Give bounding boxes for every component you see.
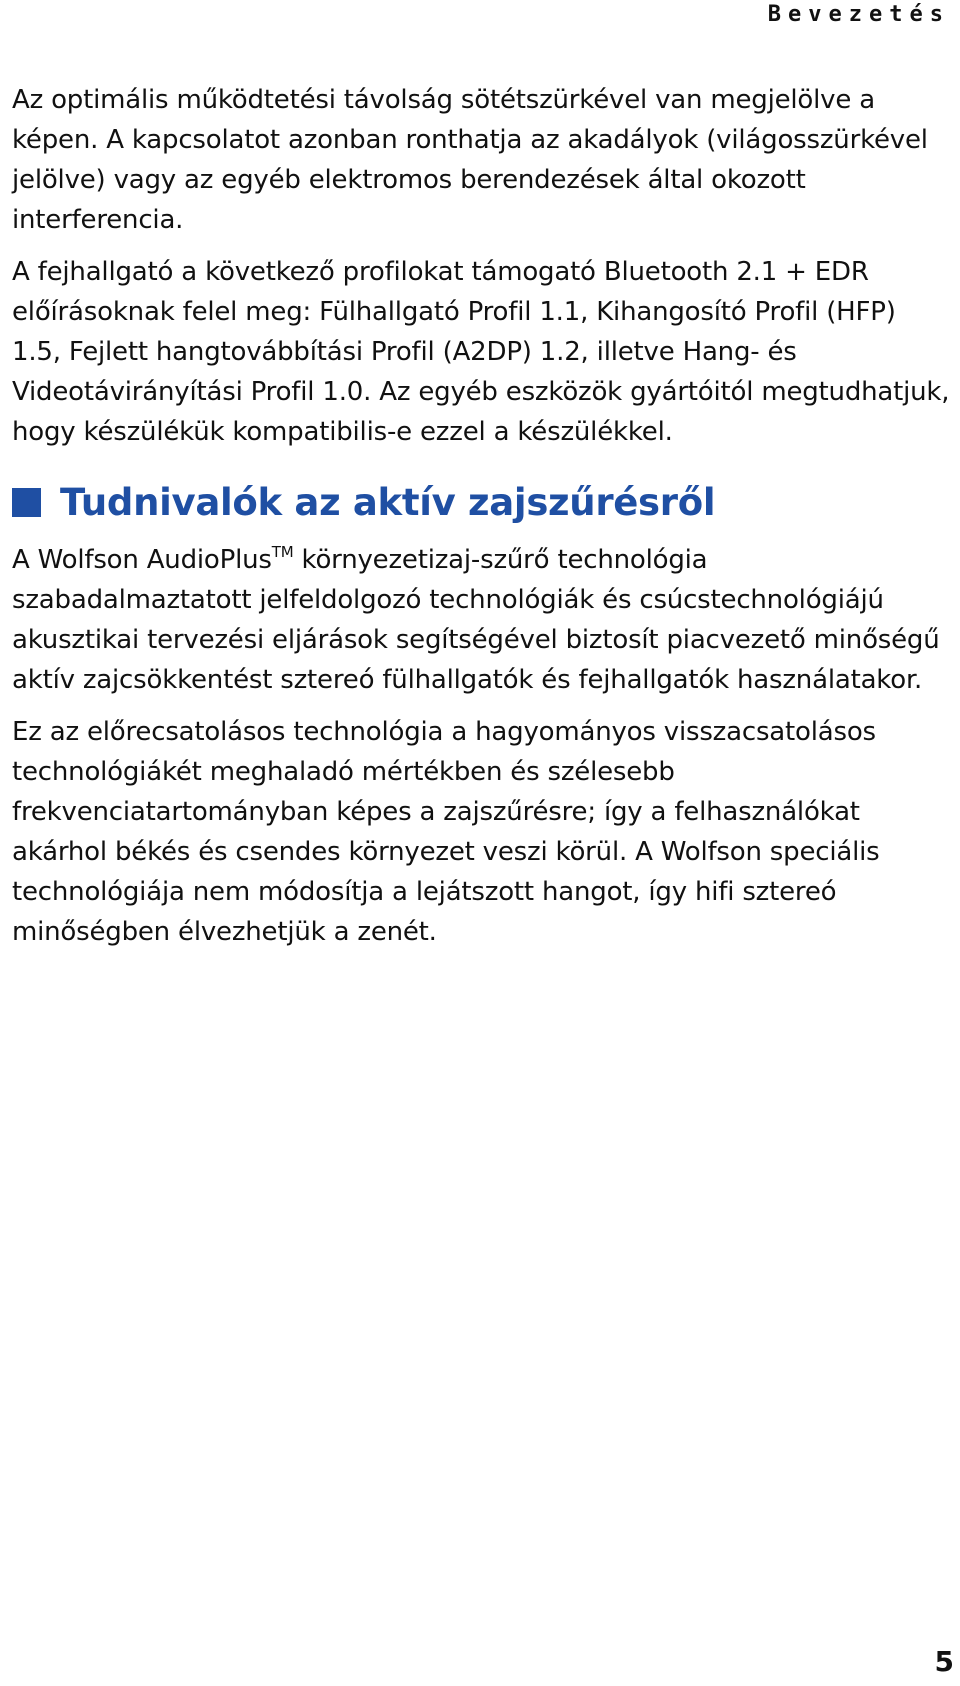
intro-paragraph-distance: Az optimális működtetési távolság sötétszürkével van megjelölve a képen. A kapcsolatot azonban ronthatja az akadályok (világosszürkével jelölve) vagy az egyéb elektromos berendezések által okozott interferencia. <box>12 85 928 235</box>
wolfson-paragraph <box>12 540 952 700</box>
running-header: Bevezetés <box>767 2 950 27</box>
intro-paragraph-profiles: A fejhallgató a következő profilokat támogató Bluetooth 2.1 + EDR előírásoknak felel meg: Fülhallgató Profil 1.1, Kihangosító Profil (HFP) 1.5, Fejlett hangtovábbítási Profil (A2DP) 1.2, illetve Hang- és Videotávirányítási Profil 1.0. Az egyéb eszközök gyártóitól megtudhatjuk, hogy készülékük kompatibilis-e ezzel a készülékkel. <box>12 257 950 447</box>
trademark-mark: TM <box>271 543 294 561</box>
section-heading <box>12 474 952 530</box>
wolfson-paragraph-end: környezetizaj-szűrő technológia szabadalmaztatott jelfeldolgozó technológiák és csúcstechnológiájú akusztikai tervezési eljárások segítségével biztosít piacvezető minőségű aktív zajcsökkentést sztereó fülhallgatók és fejhallgatók használatakor. <box>12 545 940 695</box>
noise-cancellation-section <box>12 474 952 952</box>
section-title: Tudnivalók az aktív zajszűrésről <box>60 480 716 524</box>
page-number: 5 <box>934 1645 954 1678</box>
square-bullet-icon <box>12 488 41 517</box>
document-body <box>12 80 952 964</box>
wolfson-paragraph-start: A Wolfson AudioPlus <box>12 545 272 575</box>
feedforward-paragraph: Ez az előrecsatolásos technológia a hagyományos visszacsatolásos technológiákét meghaladó mértékben és szélesebb frekvenciatartományban képes a zajszűrésre; így a felhasználókat akárhol békés és csendes környezet veszi körül. A Wolfson speciális technológiája nem módosítja a lejátszott hangot, így hifi sztereó minőségben élvezhetjük a zenét. <box>12 717 880 947</box>
